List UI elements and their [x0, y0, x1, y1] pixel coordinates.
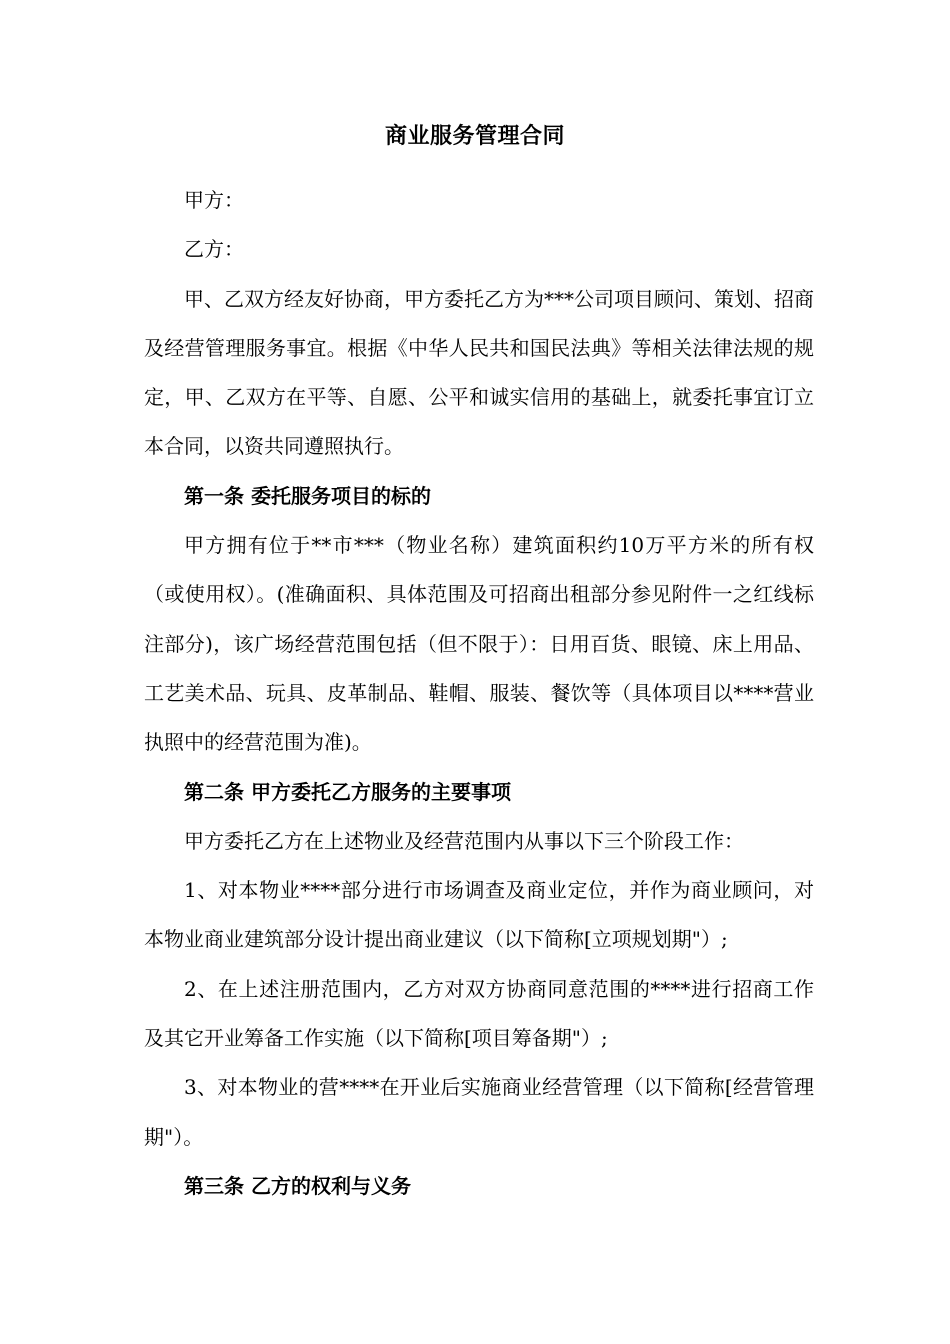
- party-a-line: 甲方：: [184, 188, 244, 212]
- document-title: 商业服务管理合同: [384, 124, 565, 149]
- article-2-item-2: 2、在上述注册范围内，乙方对双方协商同意范围的****进行招商工作及其它开业筹备工作实施（以下简称[项目筹备期"）;: [144, 976, 814, 1051]
- article-2-item-3: 3、对本物业的营****在开业后实施商业经营管理（以下简称[经营管理期"）。: [144, 1075, 814, 1149]
- article-1-heading: 第一条 委托服务项目的标的: [184, 483, 431, 508]
- party-b-line: 乙方：: [184, 237, 244, 262]
- article-2-item-1: 1、对本物业****部分进行市场调查及商业定位，并作为商业顾问，对本物业商业建筑部分设计提出商业建议（以下简称[立项规划期"）;: [144, 878, 814, 952]
- preamble-paragraph: 甲、乙双方经友好协商，甲方委托乙方为***公司项目顾问、策划、招商及经营管理服务事宜。根据《中华人民共和国民法典》等相关法律法规的规定，甲、乙双方在平等、自愿、公平和诚实信用的基础上，就委托事宜订立本合同，以资共同遵照执行。: [144, 286, 814, 459]
- article-2-heading: 第二条 甲方委托乙方服务的主要事项: [184, 779, 511, 804]
- article-2-intro: 甲方委托乙方在上述物业及经营范围内从事以下三个阶段工作：: [184, 828, 744, 853]
- document-body: [144, 176, 814, 1211]
- article-3-heading: 第三条 乙方的权利与义务: [184, 1173, 411, 1198]
- article-1-paragraph: 甲方拥有位于**市***（物业名称）建筑面积约10万平方米的所有权（或使用权）。(准确面积、具体范围及可招商出租部分参见附件一之红线标注部分)，该广场经营范围包括（但不限于）：日用百货、眼镜、床上用品、工艺美术品、玩具、皮革制品、鞋帽、服装、餐饮等（具体项目以****营业执照中的经营范围为准)。: [144, 533, 814, 755]
